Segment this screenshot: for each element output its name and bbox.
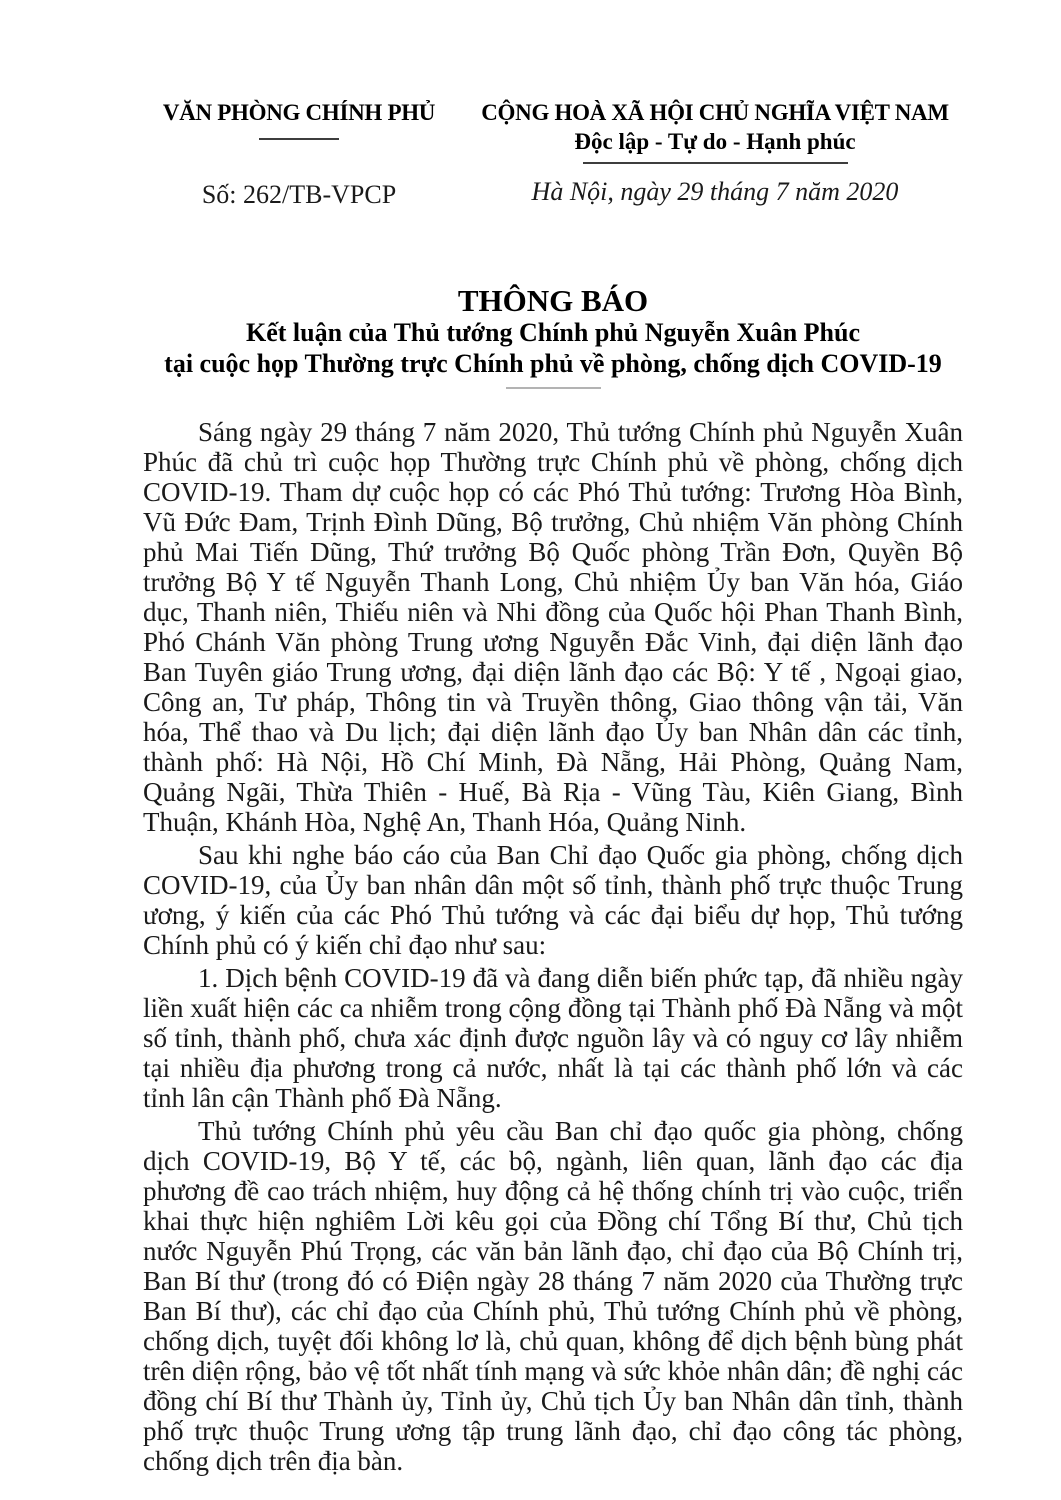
national-motto: Độc lập - Tự do - Hạnh phúc	[574, 129, 856, 154]
header-national-block	[463, 99, 967, 207]
title-subtitle-line-1: Kết luận của Thủ tướng Chính phủ Nguyễn Xuân Phúc	[245, 318, 860, 347]
body-paragraph-intro: Sau khi nghe báo cáo của Ban Chỉ đạo Quốc gia phòng, chống dịch COVID-19, của Ủy ban nhân dân một số tỉnh, thành phố trực thuộc Trung ương, ý kiến của các Phó Thủ tướng và các đại biểu dự họp, Thủ tướng Chính phủ có ý kiến chỉ đạo như sau:	[143, 840, 963, 960]
motto-divider	[583, 162, 848, 164]
body-paragraph-item-1: 1. Dịch bệnh COVID-19 đã và đang diễn biến phức tạp, đã nhiều ngày liền xuất hiện các ca nhiễm trong cộng đồng tại Thành phố Đà Nẵng và một số tỉnh, thành phố, chưa xác định được nguồn lây và có nguy cơ lây nhiễm tại nhiều địa phương trong cả nước, nhất là tại các thành phố lớn và các tỉnh lân cận Thành phố Đà Nẵng.	[143, 963, 963, 1113]
document-number: Số: 262/TB-VPCP	[201, 180, 397, 209]
issuing-org-name: VĂN PHÒNG CHÍNH PHỦ	[162, 100, 436, 125]
national-title: CỘNG HOÀ XÃ HỘI CHỦ NGHĨA VIỆT NAM	[481, 100, 949, 125]
body-paragraph-directive: Thủ tướng Chính phủ yêu cầu Ban chỉ đạo quốc gia phòng, chống dịch COVID-19, Bộ Y tế, các bộ, ngành, liên quan, lãnh đạo các địa phương đề cao trách nhiệm, huy động cả hệ thống chính trị vào cuộc, triển khai thực hiện nghiêm Lời kêu gọi của Đồng chí Tổng Bí thư, Chủ tịch nước Nguyễn Phú Trọng, các văn bản lãnh đạo, chỉ đạo của Bộ Chính trị, Ban Bí thư (trong đó có Điện ngày 28 tháng 7 năm 2020 của Thường trực Ban Bí thư), các chỉ đạo của Chính phủ, Thủ tướng Chính phủ về phòng, chống dịch, tuyệt đối không lơ là, chủ quan, không để dịch bệnh bùng phát trên diện rộng, bảo vệ tốt nhất tính mạng và sức khỏe nhân dân; đề nghị các đồng chí Bí thư Thành ủy, Tỉnh ủy, Chủ tịch Ủy ban Nhân dân tỉnh, thành phố trực thuộc Trung ương tập trung lãnh đạo, chỉ đạo công tác phòng, chống dịch trên địa bàn.	[143, 1116, 963, 1476]
place-and-date: Hà Nội, ngày 29 tháng 7 năm 2020	[531, 177, 899, 206]
title-divider	[506, 387, 601, 389]
body-paragraph-attendees: Sáng ngày 29 tháng 7 năm 2020, Thủ tướng Chính phủ Nguyễn Xuân Phúc đã chủ trì cuộc họp Thường trực Chính phủ về phòng, chống dịch COVID-19. Tham dự cuộc họp có các Phó Thủ tướng: Trương Hòa Bình, Vũ Đức Đam, Trịnh Đình Dũng, Bộ trưởng, Chủ nhiệm Văn phòng Chính phủ Mai Tiến Dũng, Thứ trưởng Bộ Quốc phòng Trần Đơn, Quyền Bộ trưởng Bộ Y tế Nguyễn Thanh Long, Chủ nhiệm Ủy ban Văn hóa, Giáo dục, Thanh niên, Thiếu niên và Nhi đồng của Quốc hội Phan Thanh Bình, Phó Chánh Văn phòng Trung ương Nguyễn Đắc Vinh, đại diện lãnh đạo Ban Tuyên giáo Trung ương, đại diện lãnh đạo các Bộ: Y tế , Ngoại giao, Công an, Tư pháp, Thông tin và Truyền thông, Giao thông vận tải, Văn hóa, Thể thao và Du lịch; đại diện lãnh đạo Ủy ban Nhân dân các tỉnh, thành phố: Hà Nội, Hồ Chí Minh, Đà Nẵng, Hải Phòng, Quảng Nam, Quảng Ngãi, Thừa Thiên - Huế, Bà Rịa - Vũng Tàu, Kiên Giang, Bình Thuận, Khánh Hòa, Nghệ An, Thanh Hóa, Quảng Ninh.	[143, 417, 963, 837]
title-block	[143, 284, 963, 389]
issuer-divider	[259, 138, 339, 140]
title-subtitle-line-2: tại cuộc họp Thường trực Chính phủ về phòng, chống dịch COVID-19	[164, 349, 942, 378]
header-issuer-block	[143, 99, 455, 210]
document-body	[143, 417, 963, 1479]
document-type-heading: THÔNG BÁO	[457, 283, 649, 318]
